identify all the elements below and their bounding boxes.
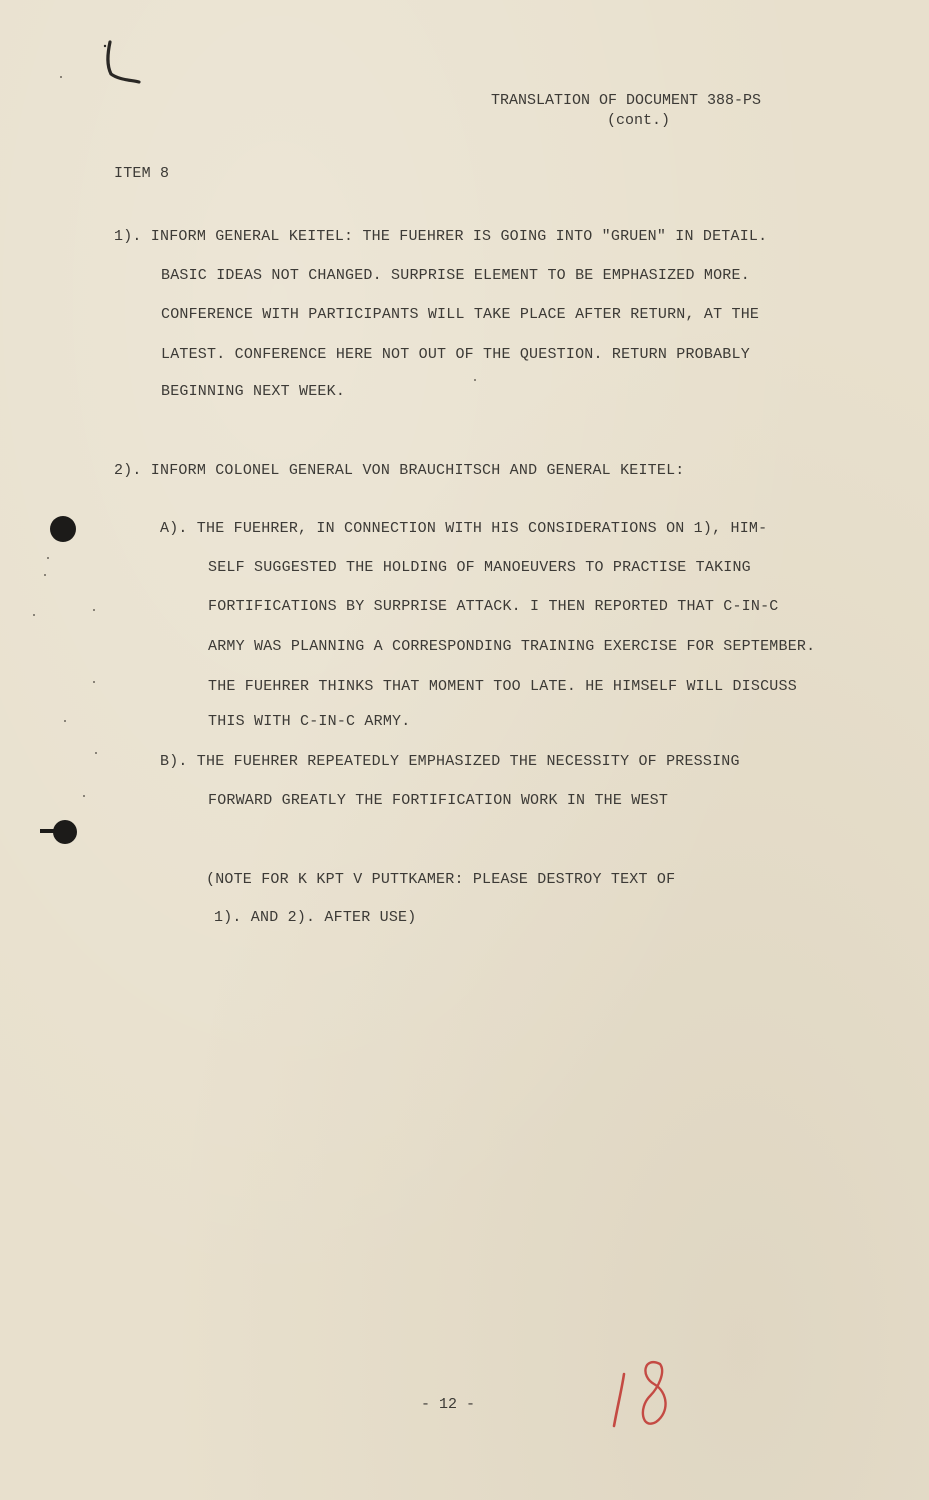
handwritten-page-number [610,1352,680,1432]
section1-line: BASIC IDEAS NOT CHANGED. SURPRISE ELEMENT TO BE EMPHASIZED MORE. [161,267,750,284]
subsection-a-line: ARMY WAS PLANNING A CORRESPONDING TRAINING EXERCISE FOR SEPTEMBER. [208,638,816,655]
item-label: ITEM 8 [114,165,170,182]
punch-hole-mark [50,516,76,542]
document-title: TRANSLATION OF DOCUMENT 388-PS [491,92,762,109]
section1-line: LATEST. CONFERENCE HERE NOT OUT OF THE QUESTION. RETURN PROBABLY [161,346,750,363]
subsection-a-line: SELF SUGGESTED THE HOLDING OF MANOEUVERS TO PRACTISE TAKING [208,559,751,576]
subsection-b-line: B). THE FUEHRER REPEATEDLY EMPHASIZED THE NECESSITY OF PRESSING [160,753,740,770]
punch-mark-tail [40,829,54,833]
note-line: 1). AND 2). AFTER USE) [214,909,417,926]
page-number: - 12 - [421,1396,476,1413]
document-subtitle: (cont.) [607,112,671,129]
subsection-a-line: FORTIFICATIONS BY SURPRISE ATTACK. I THEN REPORTED THAT C-IN-C [208,598,779,615]
section1-line: CONFERENCE WITH PARTICIPANTS WILL TAKE PLACE AFTER RETURN, AT THE [161,306,760,323]
subsection-a-line: A). THE FUEHRER, IN CONNECTION WITH HIS CONSIDERATIONS ON 1), HIM- [160,520,768,537]
section1-line: BEGINNING NEXT WEEK. [161,383,346,400]
note-line: (NOTE FOR K KPT V PUTTKAMER: PLEASE DESTROY TEXT OF [206,871,676,888]
subsection-b-line: FORWARD GREATLY THE FORTIFICATION WORK IN THE WEST [208,792,669,809]
punch-hole-mark [53,820,77,844]
corner-bracket-mark [95,38,165,88]
subsection-a-line: THIS WITH C-IN-C ARMY. [208,713,411,730]
section1-line: 1). INFORM GENERAL KEITEL: THE FUEHRER IS GOING INTO "GRUEN" IN DETAIL. [114,228,768,245]
section2-intro: 2). INFORM COLONEL GENERAL VON BRAUCHITSCH AND GENERAL KEITEL: [114,462,685,479]
subsection-a-line: THE FUEHRER THINKS THAT MOMENT TOO LATE. HE HIMSELF WILL DISCUSS [208,678,797,695]
